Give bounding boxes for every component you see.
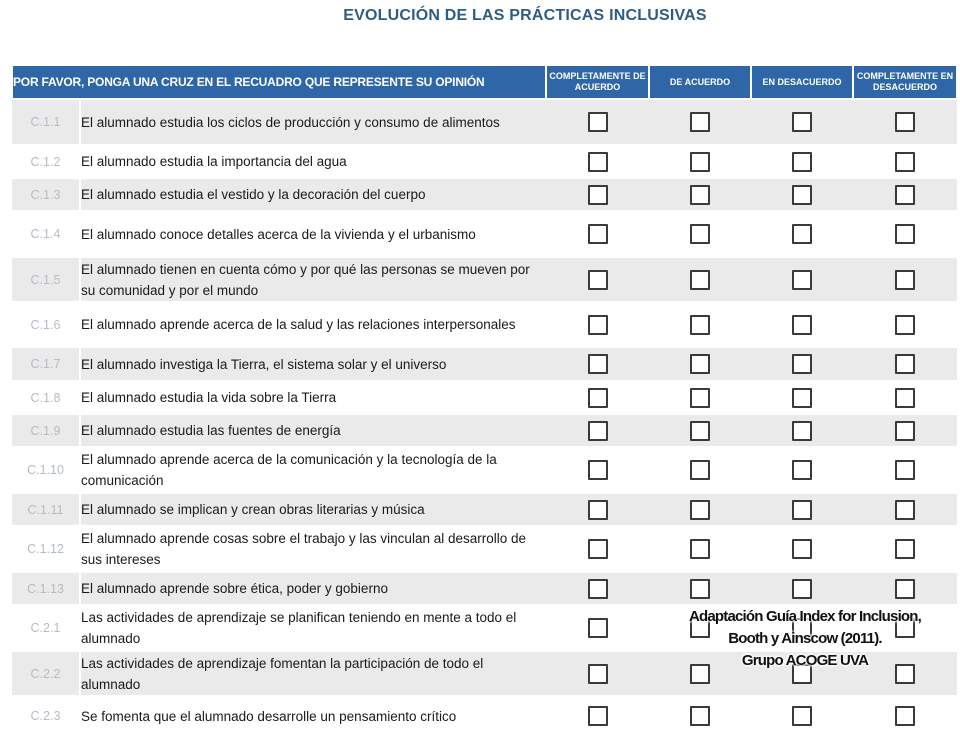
table-row bbox=[12, 447, 957, 493]
checkbox-completely-agree[interactable] bbox=[588, 224, 608, 244]
checkbox-agree[interactable] bbox=[690, 270, 710, 290]
checkbox-completely-disagree[interactable] bbox=[895, 354, 915, 374]
checkbox-completely-agree[interactable] bbox=[588, 460, 608, 480]
option-header-agree: DE ACUERDO bbox=[649, 65, 751, 99]
row-code: C.1.4 bbox=[12, 211, 80, 257]
checkbox-completely-agree[interactable] bbox=[588, 421, 608, 441]
option-header-disagree: EN DESACUERDO bbox=[751, 65, 853, 99]
row-code: C.1.2 bbox=[12, 145, 80, 178]
checkbox-agree[interactable] bbox=[690, 185, 710, 205]
row-code: C.1.8 bbox=[12, 381, 80, 414]
checkbox-completely-agree[interactable] bbox=[588, 706, 608, 726]
option-header-completely-agree: COMPLETAMENTE DE ACUERDO bbox=[546, 65, 649, 99]
row-statement: Las actividades de aprendizaje se planifican teniendo en mente a todo el alumnado bbox=[80, 605, 546, 651]
checkbox-completely-disagree[interactable] bbox=[895, 421, 915, 441]
checkbox-completely-agree[interactable] bbox=[588, 500, 608, 520]
attribution-line: Grupo ACOGE UVA bbox=[741, 652, 869, 669]
checkbox-completely-disagree[interactable] bbox=[895, 185, 915, 205]
row-statement: El alumnado aprende sobre ética, poder y gobierno bbox=[80, 572, 546, 605]
checkbox-disagree[interactable] bbox=[792, 421, 812, 441]
table-row bbox=[12, 145, 957, 178]
row-statement: El alumnado aprende cosas sobre el trabajo y las vinculan al desarrollo de sus intereses bbox=[80, 526, 546, 572]
checkbox-disagree[interactable] bbox=[792, 112, 812, 132]
checkbox-disagree[interactable] bbox=[792, 706, 812, 726]
checkbox-agree[interactable] bbox=[690, 500, 710, 520]
attribution-line: Booth y Ainscow (2011). bbox=[728, 630, 882, 647]
checkbox-disagree[interactable] bbox=[792, 388, 812, 408]
checkbox-agree[interactable] bbox=[690, 460, 710, 480]
checkbox-completely-agree[interactable] bbox=[588, 354, 608, 374]
checkbox-agree[interactable] bbox=[690, 112, 710, 132]
row-code: C.1.13 bbox=[12, 572, 80, 605]
row-statement: El alumnado conoce detalles acerca de la vivienda y el urbanismo bbox=[80, 211, 546, 257]
row-statement: El alumnado investiga la Tierra, el sistema solar y el universo bbox=[80, 347, 546, 381]
attribution-line: Adaptación Guía Index for Inclusion, bbox=[688, 608, 922, 625]
checkbox-agree[interactable] bbox=[690, 421, 710, 441]
checkbox-disagree[interactable] bbox=[792, 315, 812, 335]
row-code: C.2.2 bbox=[12, 651, 80, 696]
row-statement: El alumnado estudia la vida sobre la Tierra bbox=[80, 381, 546, 414]
checkbox-completely-disagree[interactable] bbox=[895, 460, 915, 480]
table-row bbox=[12, 211, 957, 257]
row-statement: El alumnado aprende acerca de la comunicación y la tecnología de la comunicación bbox=[80, 447, 546, 493]
row-code: C.2.1 bbox=[12, 605, 80, 651]
row-statement: Se fomenta que el alumnado desarrolle un pensamiento crítico bbox=[80, 696, 546, 736]
checkbox-completely-disagree[interactable] bbox=[895, 315, 915, 335]
checkbox-completely-disagree[interactable] bbox=[895, 500, 915, 520]
table-row bbox=[12, 381, 957, 414]
checkbox-disagree[interactable] bbox=[792, 270, 812, 290]
row-code: C.1.12 bbox=[12, 526, 80, 572]
checkbox-agree[interactable] bbox=[690, 224, 710, 244]
table-row bbox=[12, 347, 957, 381]
row-code: C.1.10 bbox=[12, 447, 80, 493]
row-code: C.1.5 bbox=[12, 257, 80, 302]
row-code: C.1.3 bbox=[12, 178, 80, 211]
checkbox-disagree[interactable] bbox=[792, 539, 812, 559]
checkbox-completely-disagree[interactable] bbox=[895, 152, 915, 172]
checkbox-agree[interactable] bbox=[690, 354, 710, 374]
checkbox-completely-agree[interactable] bbox=[588, 270, 608, 290]
table-row bbox=[12, 414, 957, 447]
row-statement: El alumnado se implican y crean obras literarias y música bbox=[80, 493, 546, 526]
checkbox-agree[interactable] bbox=[690, 539, 710, 559]
table-row bbox=[12, 526, 957, 572]
checkbox-completely-agree[interactable] bbox=[588, 185, 608, 205]
table-row bbox=[12, 493, 957, 526]
checkbox-agree[interactable] bbox=[690, 152, 710, 172]
table-row bbox=[12, 696, 957, 736]
table-row bbox=[12, 257, 957, 302]
checkbox-completely-agree[interactable] bbox=[588, 388, 608, 408]
row-statement: El alumnado tienen en cuenta cómo y por qué las personas se mueven por su comunidad y por el mundo bbox=[80, 257, 546, 302]
checkbox-completely-agree[interactable] bbox=[588, 152, 608, 172]
question-header: POR FAVOR, PONGA UNA CRUZ EN EL RECUADRO QUE REPRESENTE SU OPINIÓN bbox=[12, 65, 546, 99]
checkbox-completely-disagree[interactable] bbox=[895, 706, 915, 726]
checkbox-completely-disagree[interactable] bbox=[895, 579, 915, 599]
checkbox-disagree[interactable] bbox=[792, 185, 812, 205]
row-code: C.1.7 bbox=[12, 347, 80, 381]
row-code: C.1.9 bbox=[12, 414, 80, 447]
checkbox-disagree[interactable] bbox=[792, 224, 812, 244]
row-code: C.1.11 bbox=[12, 493, 80, 526]
option-header-completely-disagree: COMPLETAMENTE EN DESACUERDO bbox=[853, 65, 957, 99]
table-row bbox=[12, 99, 957, 145]
checkbox-completely-disagree[interactable] bbox=[895, 112, 915, 132]
checkbox-agree[interactable] bbox=[690, 579, 710, 599]
row-code: C.1.1 bbox=[12, 99, 80, 145]
checkbox-disagree[interactable] bbox=[792, 152, 812, 172]
row-code: C.1.6 bbox=[12, 302, 80, 347]
header-row bbox=[12, 65, 957, 99]
checkbox-completely-disagree[interactable] bbox=[895, 224, 915, 244]
table-row bbox=[12, 302, 957, 347]
checkbox-disagree[interactable] bbox=[792, 354, 812, 374]
row-statement: El alumnado estudia el vestido y la decoración del cuerpo bbox=[80, 178, 546, 211]
checkbox-disagree[interactable] bbox=[792, 460, 812, 480]
checkbox-completely-disagree[interactable] bbox=[895, 388, 915, 408]
row-statement: El alumnado estudia la importancia del agua bbox=[80, 145, 546, 178]
row-statement: Las actividades de aprendizaje fomentan la participación de todo el alumnado bbox=[80, 651, 546, 696]
checkbox-completely-agree[interactable] bbox=[588, 618, 608, 638]
checkbox-disagree[interactable] bbox=[792, 500, 812, 520]
checkbox-completely-agree[interactable] bbox=[588, 579, 608, 599]
checkbox-agree[interactable] bbox=[690, 388, 710, 408]
checkbox-completely-agree[interactable] bbox=[588, 539, 608, 559]
checkbox-completely-agree[interactable] bbox=[588, 112, 608, 132]
row-statement: El alumnado estudia las fuentes de energía bbox=[80, 414, 546, 447]
row-code: C.2.3 bbox=[12, 696, 80, 736]
page-title: EVOLUCIÓN DE LAS PRÁCTICAS INCLUSIVAS bbox=[343, 7, 707, 24]
checkbox-disagree[interactable] bbox=[792, 579, 812, 599]
checkbox-agree[interactable] bbox=[690, 315, 710, 335]
checkbox-completely-disagree[interactable] bbox=[895, 539, 915, 559]
checkbox-completely-disagree[interactable] bbox=[895, 270, 915, 290]
row-statement: El alumnado estudia los ciclos de producción y consumo de alimentos bbox=[80, 99, 546, 145]
checkbox-agree[interactable] bbox=[690, 706, 710, 726]
table-row bbox=[12, 572, 957, 605]
attribution-watermark bbox=[650, 606, 960, 672]
checkbox-completely-agree[interactable] bbox=[588, 315, 608, 335]
table-row bbox=[12, 178, 957, 211]
row-statement: El alumnado aprende acerca de la salud y las relaciones interpersonales bbox=[80, 302, 546, 347]
checkbox-completely-agree[interactable] bbox=[588, 664, 608, 684]
